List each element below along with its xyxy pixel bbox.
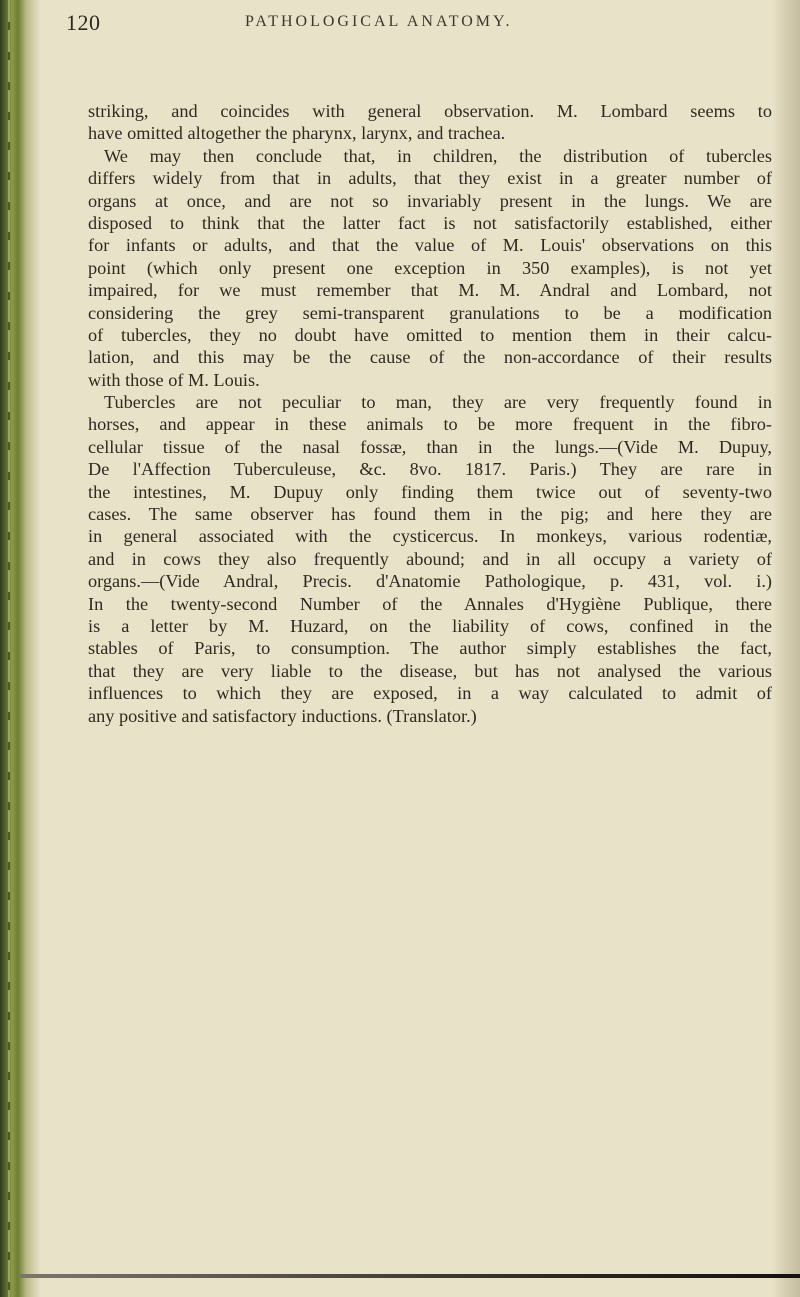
text-line: striking, and coincides with general observation. M. Lombard seems to (88, 101, 772, 121)
text-line: De l'Affection Tuberculeuse, &c. 8vo. 1817. Paris.) They are rare in (88, 459, 772, 480)
text-line: cellular tissue of the nasal fossæ, than in the lungs.—(Vide M. Dupuy, (88, 436, 772, 457)
text-line: disposed to think that the latter fact is not satisfactorily established, either (88, 212, 772, 233)
text-line: horses, and appear in these animals to be more frequent in the fibro- (88, 414, 772, 435)
text-line: have omitted altogether the pharynx, larynx, and trachea. (88, 123, 506, 144)
text-line: and in cows they also frequently abound; and in all occupy a variety of (88, 548, 772, 569)
book-binding-edge (0, 0, 40, 1297)
page-edge-shadow (772, 0, 800, 1297)
text-line: influences to which they are exposed, in a way calculated to admit of (88, 683, 772, 704)
body-text (88, 100, 772, 727)
text-line: of tubercles, they no doubt have omitted to mention them in their calcu- (88, 324, 772, 345)
text-line: organs at once, and are not so invariably present in the lungs. We are (88, 190, 772, 211)
text-line: considering the grey semi-transparent granulations to be a modification (88, 302, 772, 323)
text-line: We may then conclude that, in children, the distribution of tubercles (104, 145, 772, 166)
page-bottom-edge (20, 1274, 800, 1278)
text-line: for infants or adults, and that the value of M. Louis' observations on this (88, 235, 772, 256)
text-line: stables of Paris, to consumption. The author simply establishes the fact, (88, 638, 772, 659)
text-line: the intestines, M. Dupuy only finding them twice out of seventy-two (88, 481, 772, 502)
text-line: with those of M. Louis. (88, 369, 260, 390)
page-number: 120 (66, 10, 101, 35)
text-line: Tubercles are not peculiar to man, they are very frequently found in (104, 392, 772, 413)
text-line: point (which only present one exception in 350 examples), is not yet (88, 257, 772, 278)
text-line: In the twenty-second Number of the Annales d'Hygiène Publique, there (88, 593, 772, 614)
text-line: any positive and satisfactory inductions. (Translator.) (88, 705, 477, 726)
text-line: lation, and this may be the cause of the non-accordance of their results (88, 347, 772, 368)
text-line: cases. The same observer has found them in the pig; and here they are (88, 504, 772, 525)
text-line: impaired, for we must remember that M. M. Andral and Lombard, not (88, 280, 772, 301)
text-line: that they are very liable to the disease, but has not analysed the various (88, 660, 772, 681)
text-line: organs.—(Vide Andral, Precis. d'Anatomie Pathologique, p. 431, vol. i.) (88, 571, 772, 592)
text-line: is a letter by M. Huzard, on the liability of cows, confined in the (88, 615, 772, 636)
text-line: in general associated with the cysticercus. In monkeys, various rodentiæ, (88, 526, 772, 547)
running-title: PATHOLOGICAL ANATOMY. (245, 13, 513, 30)
text-line: differs widely from that in adults, that they exist in a greater number of (88, 168, 772, 189)
